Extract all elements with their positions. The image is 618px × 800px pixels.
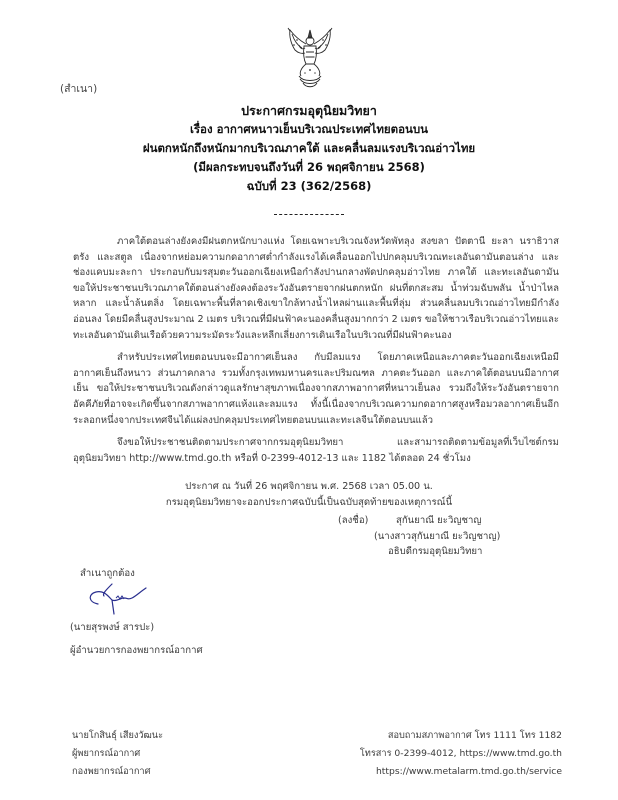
garuda-emblem-icon — [285, 26, 335, 90]
certified-copy-label: สำเนาถูกต้อง — [80, 568, 135, 579]
issued-datetime: ประกาศ ณ วันที่ 26 พฤศจิกายน พ.ศ. 2568 เวลา 05.00 น. — [185, 481, 433, 492]
announcement-title: ประกาศกรมอุตุนิยมวิทยา — [241, 103, 377, 118]
subject-line-2: ฝนตกหนักถึงหนักมากบริเวณภาคใต้ และคลื่นลมแรงบริเวณอ่าวไทย — [142, 141, 476, 155]
signatory-full-name: (นางสาวสุกันยาณี ยะวิญชาญ) — [374, 530, 501, 542]
announcement-heading — [0, 101, 618, 196]
forecaster-division: กองพยากรณ์อากาศ — [72, 766, 151, 777]
contact-fax-website[interactable]: โทรสาร 0-2399-4012, https://www.tmd.go.th — [359, 748, 562, 759]
certifier-name: (นายสุรพงษ์ สารปะ) — [70, 622, 155, 633]
issued-block — [0, 479, 618, 510]
signed-label: (ลงชื่อ) — [338, 515, 369, 526]
subject-line-1: เรื่อง อากาศหนาวเย็นบริเวณประเทศไทยตอนบน — [189, 122, 429, 136]
footer-contact — [360, 727, 562, 781]
certifier-position: ผู้อำนวยการกองพยากรณ์อากาศ — [70, 645, 203, 656]
forecaster-name: นายโกสินธุ์ เสียงวัฒนะ — [72, 730, 164, 741]
contact-phone: สอบถามสภาพอากาศ โทร 1111 โทร 1182 — [387, 730, 562, 741]
issue-number: ฉบับที่ 23 (362/2568) — [246, 179, 372, 193]
forecaster-role: ผู้พยากรณ์อากาศ — [72, 748, 141, 759]
signatory-position: อธิบดีกรมอุตุนิยมวิทยา — [388, 546, 483, 557]
announcement-body — [73, 234, 559, 466]
paragraph-north-cold: สำหรับประเทศไทยตอนบนจะมีอากาศเย็นลง กับมีลมแรง โดยภาคเหนือและภาคตะวันออกเฉียงเหนือมีอากาศเย็นถึงหนาว ส่วนภาคกลาง รวมทั้งกรุงเทพมหานครและปริมณฑล ภาคตะวันออก และภาคใต้ตอนบนมีอากาศเย็น ขอให้ประชาชนบริเวณดังกล่าวดูแลรักษาสุขภาพเนื่องจากสภาพอากาศที่หนาวเย็นลง รวมถึงให้ระวังอันตรายจากอัคคีภัยที่อาจจะเกิดขึ้นจากสภาพอากาศแห้งและลมแรง ทั้งนี้เนื่องจากบริเวณความกดอากาศสูงหรือมวลอากาศเย็นอีกระลอกหนึ่งจากประเทศจีนได้แผ่ลงปกคลุมประเทศไทยตอนบนและทะเลจีนใต้ตอนบนแล้ว — [73, 352, 559, 426]
contact-metalarm-link[interactable]: https://www.metalarm.tmd.go.th/service — [375, 766, 562, 777]
copy-label: (สำเนา) — [60, 83, 98, 95]
handwritten-signature-icon — [82, 582, 148, 616]
paragraph-south-rain: ภาคใต้ตอนล่างยังคงมีฝนตกหนักบางแห่ง โดยเฉพาะบริเวณจังหวัดพัทลุง สงขลา ปัตตานี ยะลา นราธิวาส ตรัง และสตูล เนื่องจากหย่อมความกดอากาศต่ำกำลังแรงได้เคลื่อนออกไปปกคลุมบริเวณทะเลอันดามันตอนล่าง และช่องแคบมะละกา ประกอบกับมรสุมตะวันออกเฉียงเหนือกำลังปานกลางพัดปกคลุมอ่าวไทย ภาคใต้ และทะเลอันดามัน ขอให้ประชาชนบริเวณภาคใต้ตอนล่างยังคงต้องระวังอันตรายจากฝนตกหนัก ฝนที่ตกสะสม น้ำท่วมฉับพลัน น้ำป่าไหลหลาก และน้ำล้นตลิ่ง โดยเฉพาะพื้นที่ลาดเชิงเขาใกล้ทางน้ำไหลผ่านและพื้นที่ลุ่ม ส่วนคลื่นลมบริเวณอ่าวไทยมีกำลังอ่อนลง โดยมีคลื่นสูงประมาณ 2 เมตร บริเวณที่มีฝนฟ้าคะนองคลื่นสูงมากกว่า 2 เมตร ขอให้ชาวเรือบริเวณอ่าวไทยและทะเลอันดามันเดินเรือด้วยความระมัดระวังและหลีกเลี่ยงการเดินเรือในบริเวณที่มีฝนฟ้าคะนอง — [73, 236, 559, 341]
paragraph-follow-updates: จึงขอให้ประชาชนติดตามประกาศจากกรมอุตุนิยมวิทยา และสามารถติดตามข้อมูลที่เว็บไซต์กรมอุตุนิยมวิทยา http://www.tmd.go.th หรือที่ 0-2399-4012-13 และ 1182 ได้ตลอด 24 ชั่วโมง — [73, 437, 559, 464]
signed-name: สุกันยาณี ยะวิญชาญ — [396, 515, 482, 526]
heading-separator — [274, 214, 344, 215]
effective-date: (มีผลกระทบจนถึงวันที่ 26 พฤศจิกายน 2568) — [193, 160, 425, 174]
final-notice: กรมอุตุนิยมวิทยาจะออกประกาศฉบับนี้เป็นฉบับสุดท้ายของเหตุการณ์นี้ — [165, 496, 453, 508]
signatory-block — [338, 513, 500, 560]
footer-forecaster — [72, 727, 163, 781]
